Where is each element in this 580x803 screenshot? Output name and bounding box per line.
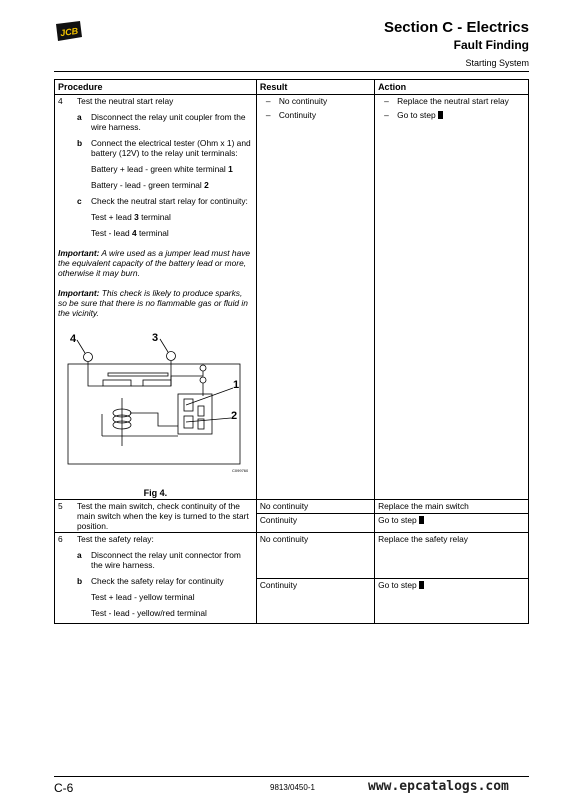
fig-label-1: 1 [233,379,240,391]
col-header-action: Action [375,80,529,95]
result-cell: No continuity [256,500,374,514]
substep-text: Disconnect the relay unit connector from the wire harness. [91,550,241,570]
instruction-line: Test - lead - yellow/red terminal [91,608,207,618]
action-go-to-step: Go to step [378,579,420,590]
important-note: Important: A wire used as a jumper lead must have the equivalent capacity of the battery lead or more, otherwise it may burn. [58,248,251,278]
action-go-to-step: Go to step [397,110,439,120]
step-title: Test the safety relay: [77,534,154,544]
substep-letter: b [77,138,83,148]
step-ref-box [419,581,424,589]
document-number: 9813/0450-1 [270,783,315,792]
procedure-cell [55,500,257,533]
fig-label-2: 2 [231,410,238,422]
substep-text: Check the neutral start relay for continuity: [91,196,248,206]
action-replace: Replace the neutral start relay [397,96,509,106]
substep-text: Check the safety relay for continuity [91,576,224,586]
terminal-3 [167,352,176,361]
table-row-step-4 [55,95,529,500]
result-cell: Continuity [256,514,374,533]
substep-letter: c [77,196,82,206]
step-title: Test the neutral start relay [77,96,174,106]
action-cell [375,578,529,624]
procedure-cell [55,95,257,500]
procedure-table [54,79,529,624]
result-no-continuity: No continuity [278,96,328,106]
section-title: Section C - Electrics [383,19,529,36]
fig-label-3: 3 [152,332,159,344]
step-ref-box [438,111,443,119]
substep-letter: b [77,576,83,586]
result-cell: Continuity [256,578,374,624]
result-cell: No continuity [256,533,374,579]
fig-label-4: 4 [70,333,77,345]
step-number: 4 [58,96,63,106]
step-ref-box [419,516,424,524]
table-row-step-5 [55,500,529,514]
substep-text: Connect the electrical tester (Ohm x 1) and battery (12V) to the relay unit terminals: [91,138,251,158]
jcb-logo [54,20,84,42]
result-continuity: Continuity [278,110,317,120]
figure-caption: Fig 4. [143,488,168,498]
relay-unit-outline [68,364,240,464]
instruction-line: Battery + lead - green white terminal 1 [91,164,233,174]
table-row-step-6 [55,533,529,579]
important-note: Important: This check is likely to produce sparks, so be sure that there is no flammable gas or fluid in the vicinity. [58,288,248,318]
step-number: 6 [58,534,63,544]
header-rule [54,71,529,72]
result-cell: – No continuity – Continuity [256,95,374,500]
action-go-to-step: Go to step [378,515,420,525]
col-header-procedure: Procedure [55,80,257,95]
terminal-4 [84,353,93,362]
section-name: Starting System [465,58,529,68]
action-cell: Replace the safety relay [375,533,529,579]
fig-code: C099760 [232,468,248,473]
watermark: www.epcatalogs.com [368,779,509,794]
instruction-line: Test + lead 3 terminal [91,212,171,222]
step-number: 5 [58,501,63,511]
logo-text: JCB [59,25,79,39]
substep-letter: a [77,112,82,122]
relay-wiring-diagram [58,326,248,486]
instruction-line: Battery - lead - green terminal 2 [91,180,209,190]
action-cell: Replace the main switch [375,500,529,514]
table-header-row [55,80,529,95]
procedure-cell [55,533,257,624]
instruction-line: Test + lead - yellow terminal [91,592,195,602]
substep-letter: a [77,550,82,560]
step-text: Test the main switch, check continuity of the main switch when the key is turned to the start position. [77,501,249,531]
footer-rule [54,776,529,777]
substep-text: Disconnect the relay unit coupler from the wire harness. [91,112,246,132]
action-cell: – Replace the neutral start relay – Go to step [375,95,529,500]
col-header-result: Result [256,80,374,95]
page-number: C-6 [54,781,74,795]
section-subtitle: Fault Finding [453,38,529,52]
action-cell [375,514,529,533]
instruction-line: Test - lead 4 terminal [91,228,169,238]
